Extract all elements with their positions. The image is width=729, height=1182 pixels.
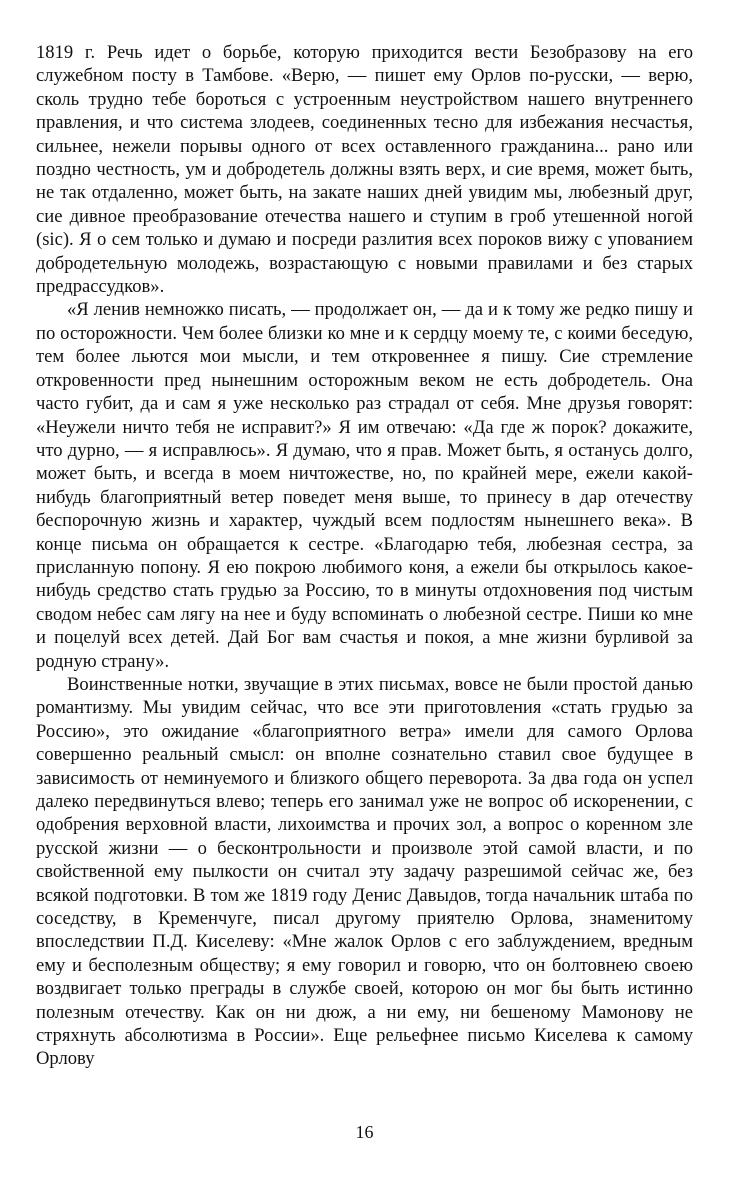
paragraph-2: «Я ленив немножко писать, — продолжает он, — да и к тому же редко пишу и по осторожности. Чем более близки ко мне и к сердцу моему те, с коими беседую, тем более льются мои мысли, и тем откровеннее я пишу. Сие стремление откровенности пред нынешним осторожным веком не есть добродетель. Она часто губит, да и сам я уже несколько раз страдал от себя. Мне друзья говорят: «Неужели ничто тебя не исправит?» Я им отвечаю: «Да где ж порок? докажите, что дурно, — я исправлюсь». Я думаю, что я прав. Может быть, я останусь долго, может быть, и всегда в моем ничтожестве, но, по крайней мере, ежели какой-нибудь благоприятный ветер поведет меня выше, то принесу в дар отечеству беспорочную жизнь и характер, чуждый всем подлостям нынешнего века». В конце письма он обращается к сестре. «Благодарю тебя, любезная сестра, за присланную попону. Я ею покрою любимого коня, а ежели бы открылось какое-нибудь средство стать грудью за Россию, то в минуты отдохновения под чистым сводом небес сам лягу на нее и буду вспоминать о любезной сестре. Пиши ко мне и поцелуй всех детей. Дай Бог вам счастья и покоя, а мне жизни бурливой за родную страну». bbox=[36, 299, 693, 672]
page-body bbox=[36, 41, 693, 1071]
page-number: 16 bbox=[355, 1122, 374, 1142]
paragraph-1: 1819 г. Речь идет о борьбе, которую приходится вести Безобразову на его служебном посту в Тамбове. «Верю, — пишет ему Орлов по-русски, — верю, сколь трудно тебе бороться с устроенным неустройством нашего внутреннего правления, и что система злодеев, соединенных тесно для избежания несчастья, сильнее, нежели порывы одного от всех оставленного гражданина... рано или поздно честность, ум и добродетель должны взять верх, и сие время, может быть, не так отдаленно, может быть, на закате наших дней увидим мы, любезный друг, сие дивное преобразование отечества нашего и ступим в гроб утешенной ногой (sic). Я о сем только и думаю и посреди разлития всех пороков вижу с упованием добродетельную молодежь, возрастающую с новыми правилами и без старых предрассудков». bbox=[36, 42, 693, 298]
paragraph-3: Воинственные нотки, звучащие в этих письмах, вовсе не были простой данью романтизму. Мы увидим сейчас, что все эти приготовления «стать грудью за Россию», это ожидание «благоприятного ветра» имели для самого Орлова совершенно реальный смысл: он вполне сознательно ставил свое будущее в зависимость от неминуемого и близкого общего переворота. За два года он успел далеко передвинуться влево; теперь его занимал уже не вопрос об искоренении, с одобрения верховной власти, лихоимства и прочих зол, а вопрос о коренном зле русской жизни — о бесконтрольности и произволе этой самой власти, и по свойственной ему пылкости он считал эту задачу разрешимой сейчас же, без всякой подготовки. В том же 1819 году Денис Давыдов, тогда начальник штаба по соседству, в Кременчуге, писал другому приятелю Орлова, знаменитому впоследствии П.Д. Киселеву: «Мне жалок Орлов с его заблуждением, вредным ему и бесполезным обществу; я ему говорил и говорю, что он болтовнею своею воздвигает только преграды в службе своей, которою он мог бы быть истинно полезным отечеству. Как он ни дюж, а ни ему, ни бешеному Мамонову не стряхнуть абсолютизма в России». Еще рельефнее письмо Киселева к самому Орлову bbox=[36, 673, 693, 1070]
